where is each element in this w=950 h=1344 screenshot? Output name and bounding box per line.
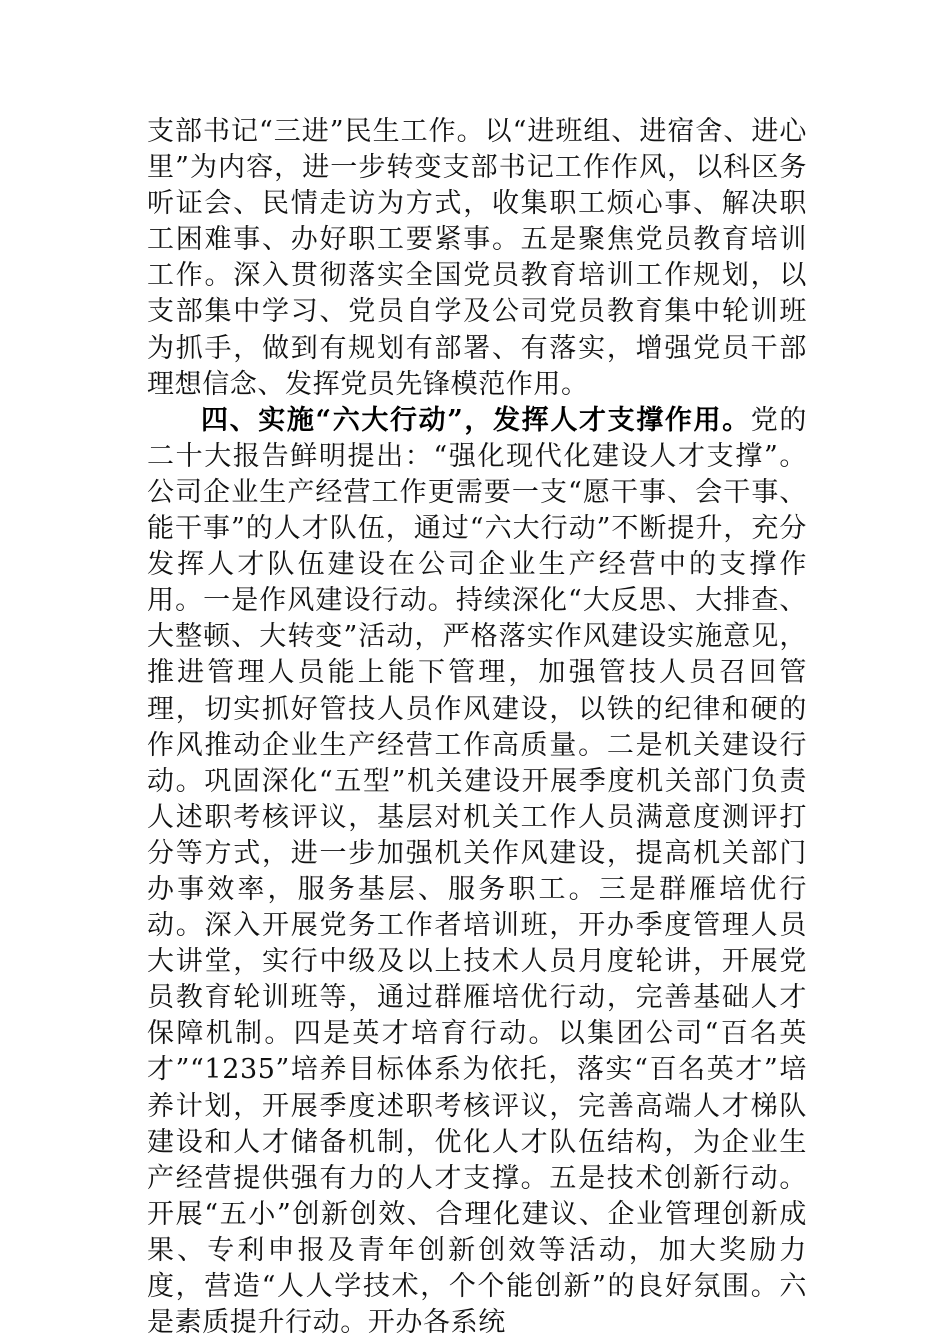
paragraph-six-actions (147, 403, 807, 1341)
paragraph-party-education (147, 114, 807, 403)
paragraph-text: 党的二十大报告鲜明提出：“强化现代化建设人才支撑”。公司企业生产经营工作更需要一支“愿干事、会干事、能干事”的人才队伍，通过“六大行动”不断提升，充分发挥人才队伍建设在公司企业生产经营中的支撑作用。一是作风建设行动。持续深化“大反思、大排查、大整顿、大转变”活动，严格落实作风建设实施意见，推进管理人员能上能下管理，加强管技人员召回管理，切实抓好管技人员作风建设，以铁的纪律和硬的作风推动企业生产经营工作高质量。二是机关建设行动。巩固深化“五型”机关建设开展季度机关部门负责人述职考核评议，基层对机关工作人员满意度测评打分等方式，进一步加强机关作风建设，提高机关部门办事效率，服务基层、服务职工。三是群雁培优行动。深入开展党务工作者培训班，开办季度管理人员大讲堂，实行中级及以上技术人员月度轮讲，开展党员教育轮训班等，通过群雁培优行动，完善基础人才保障机制。四是英才培育行动。以集团公司“百名英才”“1235”培养目标体系为依托，落实“百名英才”培养计划，开展季度述职考核评议，完善高端人才梯队建设和人才储备机制，优化人才队伍结构，为企业生产经营提供强有力的人才支撑。五是技术创新行动。开展“五小”创新创效、合理化建议、企业管理创新成果、专利申报及青年创新创效等活动，加大奖励力度，营造“人人学技术，个个能创新”的良好氛围。六是素质提升行动。开办各系统 (147, 404, 808, 1339)
section-heading-six-actions: 四、实施“六大行动”，发挥人才支撑作用。 (201, 404, 751, 436)
document-body (147, 114, 807, 1341)
paragraph-text: 支部书记“三进”民生工作。以“进班组、进宿舍、进心里”为内容，进一步转变支部书记工作作风，以科区务听证会、民情走访为方式，收集职工烦心事、解决职工困难事、办好职工要紧事。五是聚焦党员教育培训工作。深入贯彻落实全国党员教育培训工作规划，以支部集中学习、党员自学及公司党员教育集中轮训班为抓手，做到有规划有部署、有落实，增强党员干部理想信念、发挥党员先锋模范作用。 (147, 116, 807, 400)
